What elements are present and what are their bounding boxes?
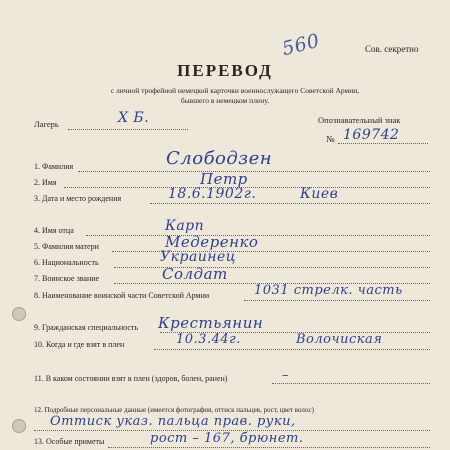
field-3-label: 3. Дата и место рождения (34, 194, 122, 203)
field-1-value: Слободзен (166, 148, 273, 169)
camp-value: X Б. (118, 110, 150, 126)
field-12-value: Оттиск указ. пальца прав. руки, (50, 414, 296, 429)
field-12-label: 12. Подробные персональные данные (имеется фотография, оттиск пальцев, рост, цвет волос) (34, 406, 314, 414)
field-1-underline (78, 171, 430, 172)
field-13-underline (108, 447, 430, 448)
field-6-label: 6. Национальность (34, 258, 99, 267)
field-13-label: 13. Особые приметы (34, 437, 105, 446)
document-subtitle-line-2: бывшего в немецком плену. (180, 96, 270, 105)
field-11-value: – (282, 368, 289, 383)
field-3-date-value: 18.6.1902г. (168, 186, 257, 202)
field-8-value: 1031 стрелк. часть (254, 283, 403, 298)
field-10-date-value: 10.3.44г. (176, 332, 241, 347)
field-4-value: Карп (165, 218, 205, 234)
punch-hole-lower (12, 419, 26, 433)
field-4-label: 4. Имя отца (34, 226, 74, 235)
field-10-label: 10. Когда и где взят в плен (34, 340, 125, 349)
id-mark-number-prefix: № (326, 134, 335, 144)
field-3-underline (150, 203, 430, 204)
handwritten-archive-number: 560 (279, 29, 322, 61)
field-11-underline (272, 383, 430, 384)
field-7-label: 7. Воинское звание (34, 274, 100, 283)
document-subtitle-line-1: с личной трофейной немецкой карточки военнослужащего Советской Армии, (110, 86, 360, 95)
field-5-label: 5. Фамилия матери (34, 242, 99, 251)
camp-underline (68, 129, 188, 130)
field-7-value: Солдат (162, 265, 228, 283)
punch-hole-upper (12, 307, 26, 321)
field-13-value: рост – 167, брюнет. (150, 431, 304, 446)
id-mark-value: 169742 (343, 127, 400, 143)
field-2-label: 2. Имя (34, 178, 57, 187)
field-2-value: Петр (200, 170, 248, 188)
id-mark-label: Опознавательный знак (318, 115, 401, 125)
field-1-label: 1. Фамилия (34, 162, 74, 171)
field-11-label: 11. В каком состоянии взят в плен (здоров, болен, ранен) (34, 374, 228, 383)
field-10-underline (154, 349, 430, 350)
field-9-label: 9. Гражданская специальность (34, 323, 139, 332)
field-8-underline (244, 300, 430, 301)
field-10-place-value: Волочиская (296, 332, 383, 347)
id-mark-underline (338, 143, 428, 144)
camp-label: Лагерь (34, 119, 59, 129)
field-6-value: Украинец (160, 249, 237, 265)
document-title: ПЕРЕВОД (177, 61, 273, 80)
field-3-place-value: Киев (300, 186, 339, 202)
field-8-label: 8. Наименование воинской части Советской Армии (34, 291, 210, 300)
field-5-value: Медеренко (165, 233, 259, 251)
classification-stamp: Сов. секретно (365, 44, 419, 54)
field-9-value: Крестьянин (158, 314, 264, 332)
